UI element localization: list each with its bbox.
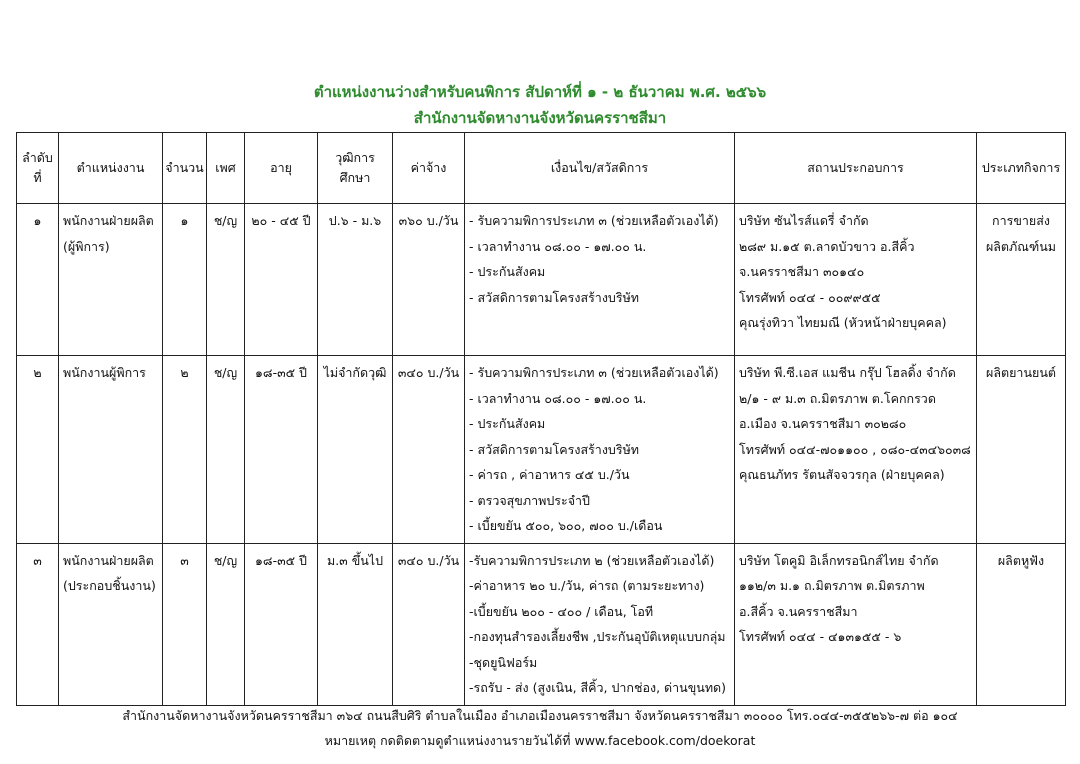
employer-line: อ.เมือง จ.นครราชสีมา ๓๐๒๘๐: [739, 416, 907, 431]
cell-business: [977, 356, 1066, 544]
cell-position: [59, 204, 163, 356]
condition-item: - ค่ารถ , ค่าอาหาร ๔๕ บ./วัน: [469, 467, 630, 482]
cell-count: ๒: [163, 356, 207, 544]
header-gender: เพศ: [207, 133, 245, 204]
cell-no: ๒: [17, 356, 59, 544]
cell-education: ไม่จำกัดวุฒิ: [318, 356, 393, 544]
position-line: พนักงานฝ่ายผลิต: [63, 213, 154, 228]
employer-line: จ.นครราชสีมา ๓๐๑๔๐: [739, 264, 865, 279]
cell-position: [59, 543, 163, 705]
employer-line: คุณธนภัทร รัตนสัจจวรกุล (ฝ่ายบุคคล): [739, 467, 945, 482]
cell-employer: [735, 356, 977, 544]
table-header-row: [17, 133, 1066, 204]
employer-line: อ.สีคิ้ว จ.นครราชสีมา: [739, 603, 858, 619]
header-business: ประเภทกิจการ: [977, 133, 1066, 204]
condition-item: -ชุดยูนิฟอร์ม: [469, 654, 538, 670]
page-title: ตำแหน่งงานว่างสำหรับคนพิการ สัปดาห์ที่ ๑ - ๒ ธันวาคม พ.ศ. ๒๕๖๖: [313, 83, 767, 101]
header-no: ลำดับ ที่: [17, 133, 59, 204]
cell-age: ๒๐ - ๔๕ ปี: [245, 204, 318, 356]
employer-line: โทรศัพท์ ๐๔๔ - ๐๐๙๙๕๕: [739, 289, 881, 305]
cell-gender: ช/ญ: [207, 204, 245, 356]
cell-education: ม.๓ ขึ้นไป: [318, 543, 393, 705]
cell-education: ป.๖ - ม.๖: [318, 204, 393, 356]
header-wage: ค่าจ้าง: [393, 133, 465, 204]
business-line: ผลิตหูฟัง: [997, 552, 1045, 568]
condition-item: -กองทุนสำรองเลี้ยงชีพ ,ประกันอุบัติเหตุแบบกลุ่ม: [469, 629, 726, 644]
employer-line: โทรศัพท์ ๐๔๔ - ๔๑๓๑๕๕ - ๖: [739, 629, 902, 644]
table-row: [17, 543, 1066, 705]
condition-item: - ประกันสังคม: [469, 416, 546, 431]
condition-item: - สวัสดิการตามโครงสร้างบริษัท: [469, 289, 640, 305]
condition-item: - ประกันสังคม: [469, 264, 546, 279]
cell-wage: ๓๖๐ บ./วัน: [393, 204, 465, 356]
position-line: พนักงานผู้พิการ: [63, 365, 146, 380]
business-line: ผลิตยานยนต์: [986, 365, 1056, 380]
footer-note: หมายเหตุ กดติดตามดูตำแหน่งงานรายวันได้ที่ www.facebook.com/doekorat: [324, 733, 756, 748]
business-line: ผลิตภัณฑ์นม: [985, 238, 1057, 254]
cell-no: ๑: [17, 204, 59, 356]
employer-line: บริษัท พี.ซี.เอส แมชีน กรุ๊ป โฮลดิ้ง จำกัด: [739, 365, 956, 380]
employer-line: โทรศัพท์ ๐๔๔-๗๐๑๑๐๐ , ๐๘๐-๔๓๔๖๐๓๘: [739, 441, 971, 457]
cell-wage: ๓๔๐ บ./วัน: [393, 543, 465, 705]
header-position: ตำแหน่งงาน: [59, 133, 163, 204]
header-count: จำนวน: [163, 133, 207, 204]
condition-item: - รับความพิการประเภท ๓ (ช่วยเหลือตัวเองได้): [469, 213, 719, 228]
cell-wage: ๓๔๐ บ./วัน: [393, 356, 465, 544]
cell-employer: [735, 543, 977, 705]
condition-item: - เวลาทำงาน ๐๘.๐๐ - ๑๗.๐๐ น.: [469, 238, 647, 254]
employer-line: ๒๘๙ ม.๑๕ ต.ลาดบัวขาว อ.สีคิ้ว: [739, 238, 915, 254]
condition-item: -รับความพิการประเภท ๒ (ช่วยเหลือตัวเองได้): [469, 552, 715, 568]
condition-item: - เบี้ยขยัน ๕๐๐, ๖๐๐, ๗๐๐ บ./เดือน: [469, 518, 663, 533]
position-line: (ประกอบชิ้นงาน): [63, 578, 156, 593]
employer-line: คุณรุ่งทิวา ไทยมณี (หัวหน้าฝ่ายบุคคล): [739, 315, 947, 330]
condition-item: - เวลาทำงาน ๐๘.๐๐ - ๑๗.๐๐ น.: [469, 390, 647, 406]
position-line: (ผู้พิการ): [63, 238, 110, 254]
cell-count: ๓: [163, 543, 207, 705]
condition-item: - สวัสดิการตามโครงสร้างบริษัท: [469, 441, 640, 457]
cell-age: ๑๘-๓๕ ปี: [245, 543, 318, 705]
condition-item: -รถรับ - ส่ง (สูงเนิน, สีคิ้ว, ปากช่อง, ด่านขุนทด): [469, 680, 727, 695]
cell-age: ๑๘-๓๕ ปี: [245, 356, 318, 544]
cell-conditions: [465, 543, 735, 705]
cell-gender: ช/ญ: [207, 356, 245, 544]
cell-count: ๑: [163, 204, 207, 356]
cell-conditions: [465, 204, 735, 356]
page-subtitle: สำนักงานจัดหางานจังหวัดนครราชสีมา: [413, 109, 667, 127]
employer-line: ๒/๑ - ๙ ม.๓ ถ.มิตรภาพ ต.โคกกรวด: [739, 390, 936, 406]
cell-position: [59, 356, 163, 544]
cell-business: [977, 543, 1066, 705]
header-conditions: เงื่อนไข/สวัสดิการ: [465, 133, 735, 204]
condition-item: -เบี้ยขยัน ๒๐๐ - ๔๐๐ / เดือน, โอที: [469, 603, 654, 619]
cell-conditions: [465, 356, 735, 544]
employer-line: บริษัท ซันไรส์แดรี่ จำกัด: [739, 213, 869, 228]
position-line: พนักงานฝ่ายผลิต: [63, 552, 154, 568]
job-table: [16, 132, 1066, 706]
employer-line: ๑๑๒/๓ ม.๑ ถ.มิตรภาพ ต.มิตรภาพ: [739, 578, 925, 593]
condition-item: -ค่าอาหาร ๒๐ บ./วัน, ค่ารถ (ตามระยะทาง): [469, 578, 705, 593]
table-row: [17, 204, 1066, 356]
cell-gender: ช/ญ: [207, 543, 245, 705]
condition-item: - ตรวจสุขภาพประจำปี: [469, 492, 590, 508]
cell-no: ๓: [17, 543, 59, 705]
cell-employer: [735, 204, 977, 356]
cell-business: [977, 204, 1066, 356]
table-row: [17, 356, 1066, 544]
header-employer: สถานประกอบการ: [735, 133, 977, 204]
header-age: อายุ: [245, 133, 318, 204]
header-education: วุฒิการศึกษา: [318, 133, 393, 204]
employer-line: บริษัท โตคูมิ อิเล็กทรอนิกส์ไทย จำกัด: [739, 552, 939, 568]
footer-address: สำนักงานจัดหางานจังหวัดนครราชสีมา ๓๖๔ ถนนสืบศิริ ตำบลในเมือง อำเภอเมืองนครราชสีมา จังหวัดนครราชสีมา ๓๐๐๐๐ โทร.๐๔๔-๓๕๕๒๖๖-๗ ต่อ ๑๐๔: [122, 708, 958, 723]
condition-item: - รับความพิการประเภท ๓ (ช่วยเหลือตัวเองได้): [469, 365, 719, 380]
business-line: การขายส่ง: [992, 213, 1050, 228]
